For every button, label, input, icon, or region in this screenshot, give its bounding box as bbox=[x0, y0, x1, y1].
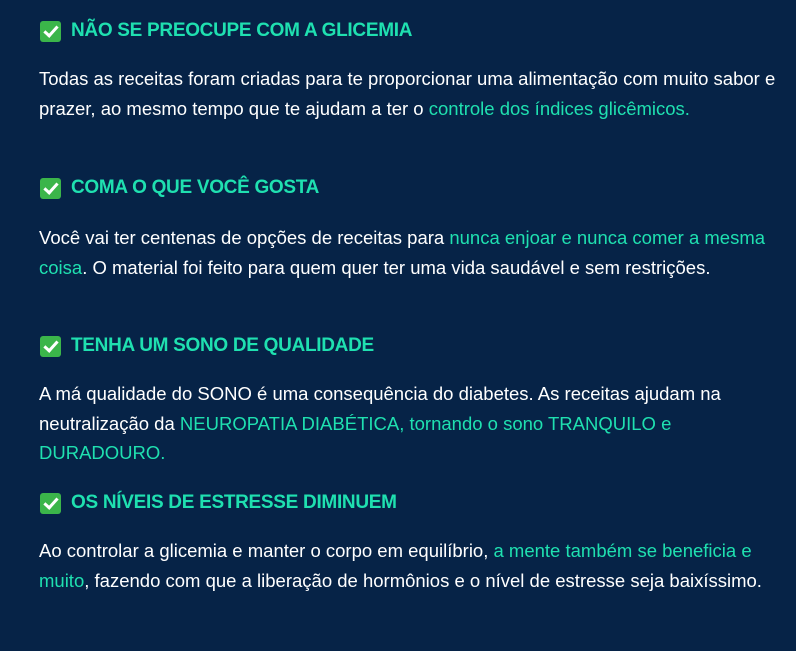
paragraph-highlight: nunca enjoar e nunca comer a mesma coisa bbox=[39, 227, 766, 278]
paragraph-text-after: , fazendo com que a liberação de hormônios e o nível de estresse seja baixíssimo. bbox=[84, 569, 762, 591]
paragraph-text: Ao controlar a glicemia e manter o corpo em equilíbrio, bbox=[39, 540, 494, 561]
check-mark-icon bbox=[40, 21, 61, 42]
check-mark-icon bbox=[40, 493, 61, 514]
paragraph-highlight: NEUROPATIA DIABÉTICA, tornando o sono TRANQUILO e DURADOURO. bbox=[39, 412, 672, 463]
paragraph-text: Todas as receitas foram criadas para te proporcionar uma alimentação com muito sabor e prazer, ao mesmo tempo que te ajudam a ter o bbox=[39, 68, 776, 119]
paragraph-text-after: . O material foi feito para quem quer ter uma vida saudável e sem restrições. bbox=[82, 256, 711, 278]
paragraph-highlight: a mente também se beneficia e muito bbox=[39, 540, 752, 591]
section-paragraph-glicemia bbox=[39, 64, 779, 123]
check-mark-icon bbox=[40, 178, 61, 199]
section-heading-text: NÃO SE PREOCUPE COM A GLICEMIA bbox=[71, 20, 413, 41]
check-mark-icon bbox=[40, 336, 61, 357]
paragraph-highlight: controle dos índices glicêmicos. bbox=[428, 97, 690, 119]
section-heading-glicemia bbox=[40, 18, 412, 44]
section-heading-text: COMA O QUE VOCÊ GOSTA bbox=[71, 177, 320, 198]
paragraph-text: A má qualidade do SONO é uma consequência do diabetes. As receitas ajudam na neutralização da bbox=[39, 383, 721, 434]
section-heading-sono bbox=[40, 333, 374, 359]
section-paragraph-sono bbox=[39, 379, 779, 468]
section-paragraph-estresse bbox=[39, 536, 779, 595]
section-paragraph-gosta bbox=[39, 223, 779, 282]
section-heading-text: OS NÍVEIS DE ESTRESSE DIMINUEM bbox=[71, 492, 397, 513]
paragraph-text: Você vai ter centenas de opções de receitas para bbox=[39, 227, 450, 248]
section-heading-text: TENHA UM SONO DE QUALIDADE bbox=[71, 335, 374, 356]
section-heading-estresse bbox=[40, 490, 397, 516]
section-heading-gosta bbox=[40, 175, 319, 201]
